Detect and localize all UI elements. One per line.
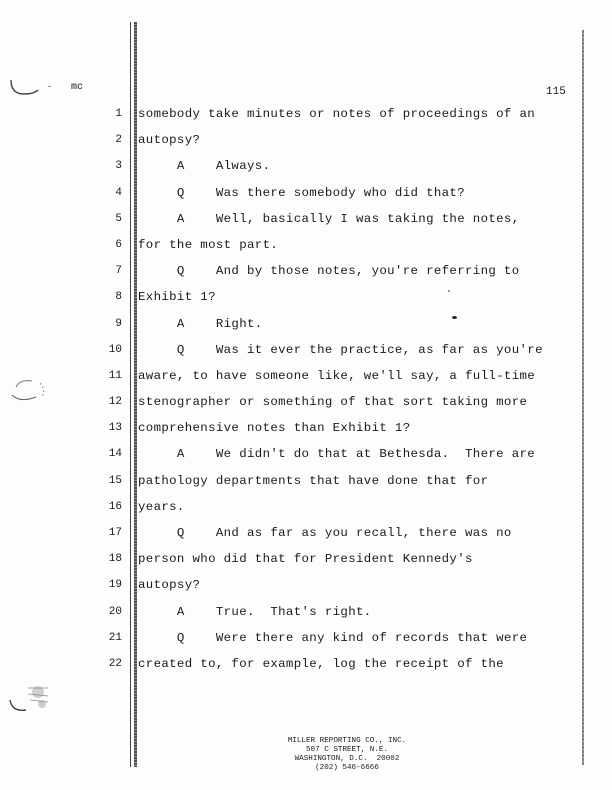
line-number: 13 [108,422,122,435]
line-number: 19 [108,579,122,592]
hole-punch-mark-bottom [4,682,50,714]
line-text: autopsy? [138,578,201,593]
speck-mark [48,86,51,87]
line-text: Q And by those notes, you're referring to [138,264,520,279]
page-number: 115 [546,86,566,98]
transcript-line [0,129,612,155]
line-text: created to, for example, log the receipt of the [138,656,504,671]
line-number: 5 [115,212,122,225]
transcript-line [0,286,612,312]
transcript-line [0,313,612,339]
line-text: Q Was it ever the practice, as far as you're [138,342,543,357]
line-number: 2 [115,134,122,147]
line-number: 14 [108,448,122,461]
transcript-line [0,365,612,391]
line-number: 8 [115,291,122,304]
line-text: years. [138,499,185,514]
footer-company: MILLER REPORTING CO., INC. [287,737,407,745]
line-text: A Right. [138,316,263,331]
line-number: 9 [115,317,122,330]
footer-city: WASHINGTON, D.C. 20002 [294,755,400,763]
line-number: 16 [108,500,122,513]
line-text: for the most part. [138,237,279,252]
line-text: pathology departments that have done that for [138,473,489,488]
transcript-line [0,574,612,600]
hole-punch-mark-top [8,76,40,98]
line-number: 1 [115,108,122,120]
line-text: Q And as far as you recall, there was no [138,526,512,540]
transcript-line [0,339,612,365]
transcript-line [0,260,612,286]
line-text: Exhibit 1? [138,290,216,305]
transcript-line [0,548,612,574]
line-text: autopsy? [138,133,201,148]
line-number: 12 [108,396,122,409]
transcript-line [0,627,612,653]
line-number: 4 [115,186,122,199]
line-number: 20 [108,605,122,618]
line-number: 22 [108,657,122,670]
transcript-line [0,443,612,469]
transcript-line [0,234,612,260]
transcript-line [0,155,612,181]
line-text: Q Were there any kind of records that were [138,630,528,645]
line-number: 3 [115,160,122,173]
transcript-line [0,182,612,208]
transcript-line [0,653,612,679]
transcript-line [0,391,612,417]
line-number: 6 [115,238,122,251]
footer-phone: (202) 546-6666 [315,764,379,772]
line-text: Q Was there somebody who did that? [138,185,465,200]
line-number: 10 [108,343,122,356]
line-text: A We didn't do that at Bethesda. There are [138,447,536,462]
line-number: 11 [108,369,122,382]
line-text: aware, to have someone like, we'll say, a full-time [138,368,536,383]
line-text: person who did that for President Kennedy's [138,552,473,567]
footer-street: 507 C STREET, N.E. [305,746,389,754]
line-number: 18 [108,553,122,566]
transcript-line [0,470,612,496]
line-number: 17 [108,527,122,539]
line-text: comprehensive notes than Exhibit 1? [138,421,411,436]
transcript-line [0,496,612,522]
line-text: somebody take minutes or notes of proceedings of an [138,107,536,121]
transcript-line [0,103,612,129]
reporter-footer [232,737,462,773]
transcript-line [0,522,612,548]
line-text: stenographer or something of that sort taking more [138,395,528,410]
transcript-line [0,417,612,443]
line-number: 7 [115,265,122,278]
transcript-line [0,601,612,627]
transcript-lines [0,103,612,679]
line-number: 15 [108,474,122,487]
transcript-line [0,208,612,234]
line-text: A Always. [138,159,271,174]
line-text: A True. That's right. [138,604,372,619]
reporter-initials: mc [71,82,84,93]
line-number: 21 [108,631,122,644]
line-text: A Well, basically I was taking the notes, [138,211,520,226]
